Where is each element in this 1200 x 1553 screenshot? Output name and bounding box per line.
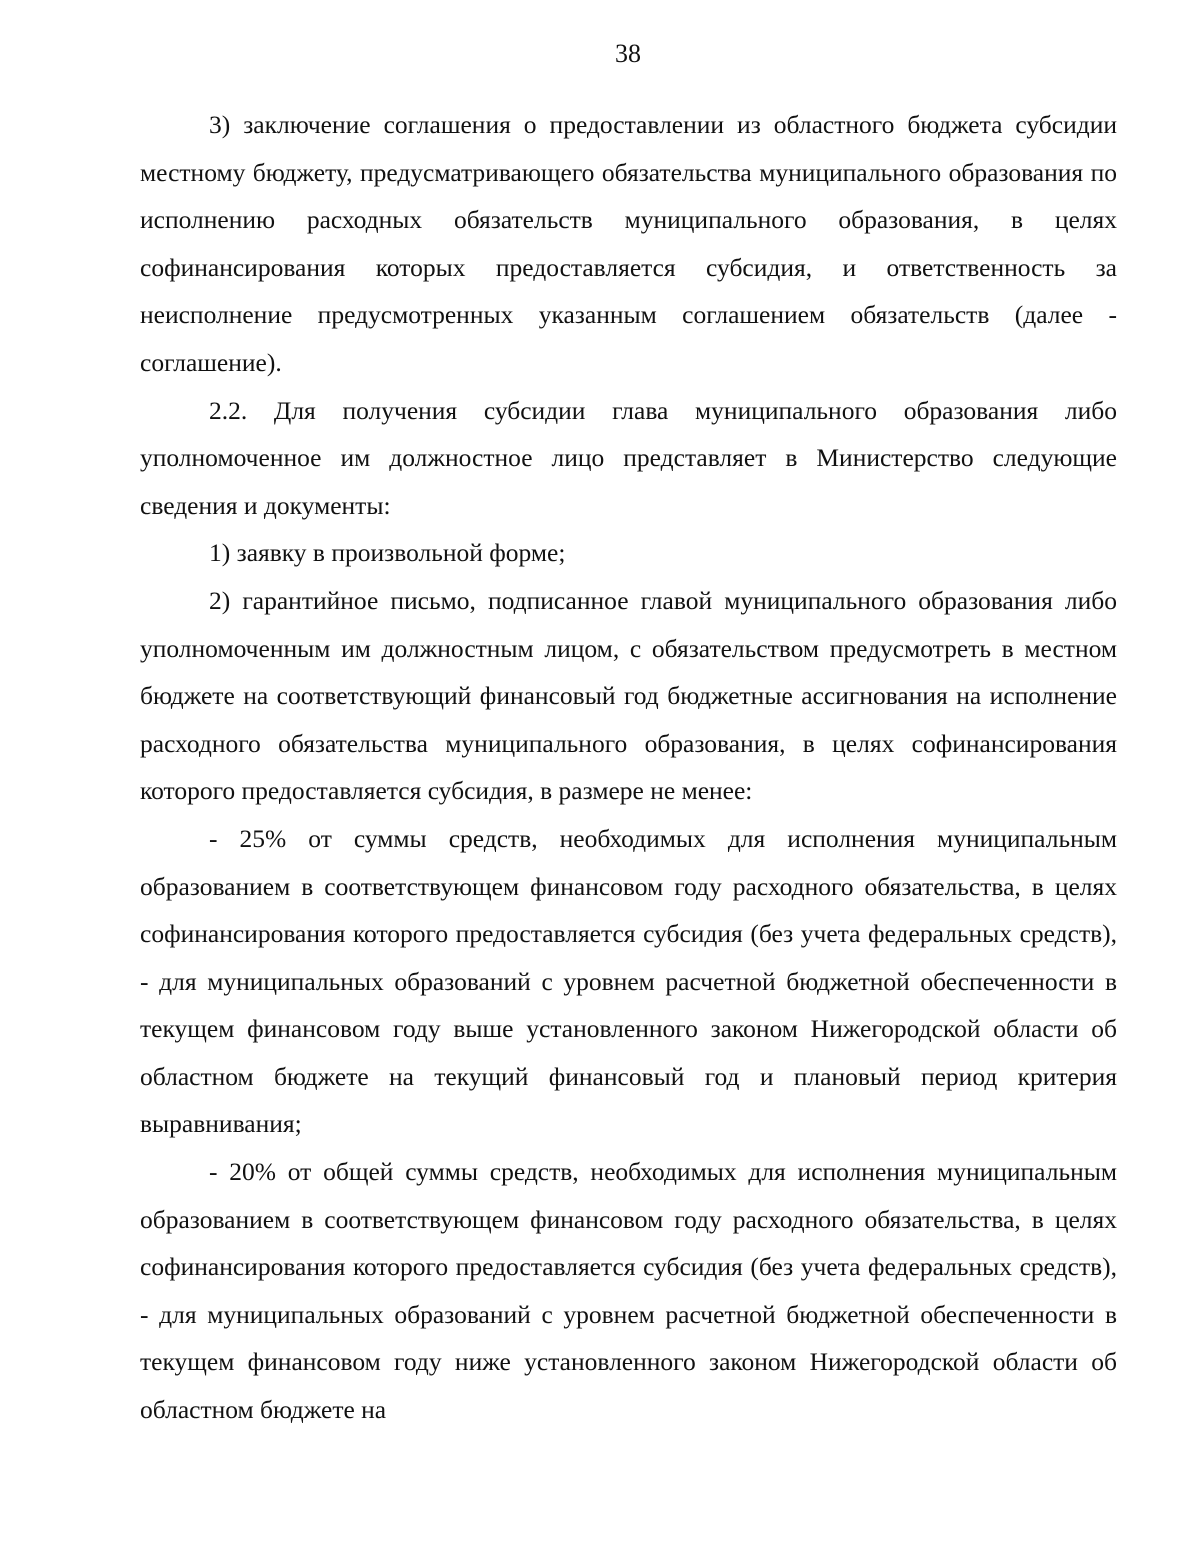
page-number: 38 xyxy=(615,39,641,68)
paragraph-item-1-application: 1) заявку в произвольной форме; xyxy=(209,538,566,568)
document-body xyxy=(140,101,1117,1434)
paragraph-bullet-20-percent: - 20% от общей суммы средств, необходимых для исполнения муниципальным образованием в соответствующем финансовом году расходного обязательства, в целях софинансирования которого предоставляется субсидия (без учета федеральных средств), - для муниципальных образований с уровнем расчетной бюджетной обеспеченности в текущем финансовом году ниже установленного законом Нижегородской области об областном бюджете на xyxy=(140,1157,1117,1425)
paragraph-item-3-agreement: 3) заключение соглашения о предоставлении из областного бюджета субсидии местному бюджету, предусматривающего обязательства муниципального образования по исполнению расходных обязательств муниципального образования, в целях софинансирования которых предоставляется субсидия, и ответственность за неисполнение предусмотренных указанным соглашением обязательств (далее - соглашение). xyxy=(140,110,1117,377)
paragraph-bullet-25-percent: - 25% от суммы средств, необходимых для исполнения муниципальным образованием в соответствующем финансовом году расходного обязательства, в целях софинансирования которого предоставляется субсидия (без учета федеральных средств), - для муниципальных образований с уровнем расчетной бюджетной обеспеченности в текущем финансовом году выше установленного законом Нижегородской области об областном бюджете на текущий финансовый год и плановый период критерия выравнивания; xyxy=(140,823,1117,1139)
paragraph-item-2-guarantee-letter: 2) гарантийное письмо, подписанное главой муниципального образования либо уполномоченным им должностным лицом, с обязательством предусмотреть в местном бюджете на соответствующий финансовый год бюджетные ассигнования на исполнение расходного обязательства муниципального образования, в целях софинансирования которого предоставляется субсидия, в размере не менее: xyxy=(140,585,1117,806)
paragraph-2-2-documents: 2.2. Для получения субсидии глава муниципального образования либо уполномоченное им должностное лицо представляет в Министерство следующие сведения и документы: xyxy=(140,395,1117,520)
